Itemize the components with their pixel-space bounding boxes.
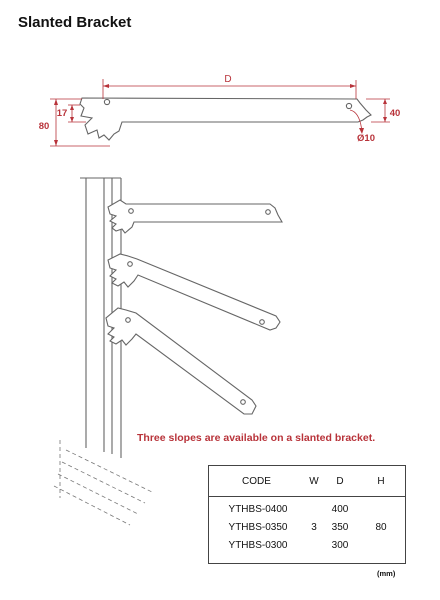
dimension-label-d: D [224,74,232,85]
dimension-lines [50,79,390,146]
unit-label: (mm) [377,569,396,578]
table-code-1: YTHBS-0350 [228,522,288,533]
table-code-0: YTHBS-0400 [228,504,288,515]
table-d-0: 400 [331,504,349,515]
table-h: 80 [375,522,387,533]
slope-note: Three slopes are available on a slanted bracket. [137,432,376,444]
dimension-label-17: 17 [56,108,68,119]
dimension-label-hole: Ø10 [357,133,375,144]
header-d: D [336,476,344,487]
table-w: 3 [311,522,317,533]
dimension-label-40: 40 [389,108,401,119]
spec-table [208,465,406,564]
table-d-1: 350 [331,522,349,533]
table-d-2: 300 [331,540,349,551]
header-code: CODE [242,476,271,487]
bracket-profile [80,98,371,140]
header-h: H [377,476,385,487]
table-code-2: YTHBS-0300 [228,540,288,551]
bracket-flat [108,200,282,233]
table-header-row [209,466,405,497]
header-w: W [309,476,319,487]
floor-hatch [54,440,152,525]
page-title: Slanted Bracket [18,14,132,31]
bracket-steep [106,308,256,414]
dimension-label-80: 80 [38,121,50,132]
